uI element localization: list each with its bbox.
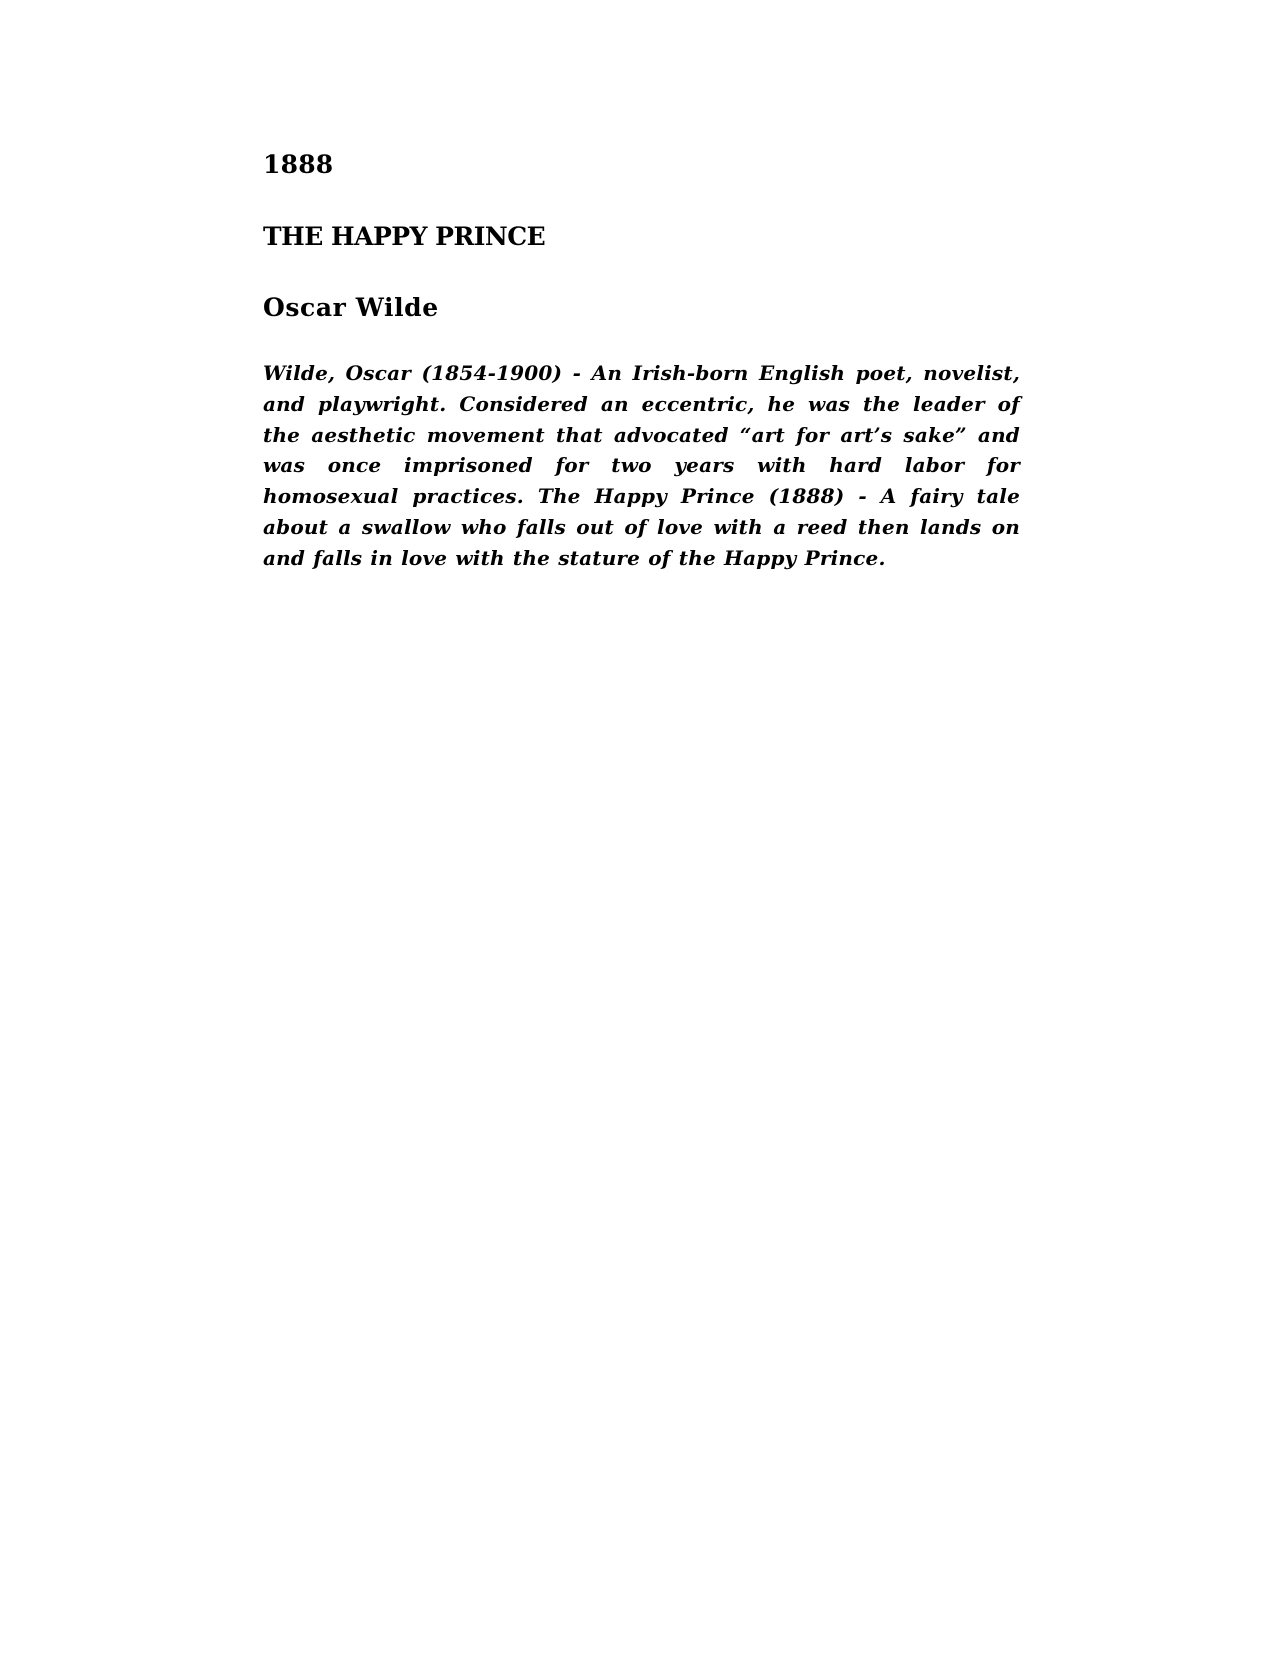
story-title: THE HAPPY PRINCE (263, 222, 546, 251)
author-bio-paragraph: Wilde, Oscar (1854-1900) - An Irish-born English poet, novelist, and playwright. Considered an eccentric, he was the leader of the aesthetic movement that advocated “art for art’s sake” and was once imprisoned for two years with hard labor for homosexual practices. The Happy Prince (1888) - A fairy tale about a swallow who falls out of love with a reed then lands on and falls in love with the stature of the Happy Prince. (263, 361, 1020, 570)
publication-year: 1888 (263, 150, 334, 179)
author-name: Oscar Wilde (263, 293, 439, 322)
